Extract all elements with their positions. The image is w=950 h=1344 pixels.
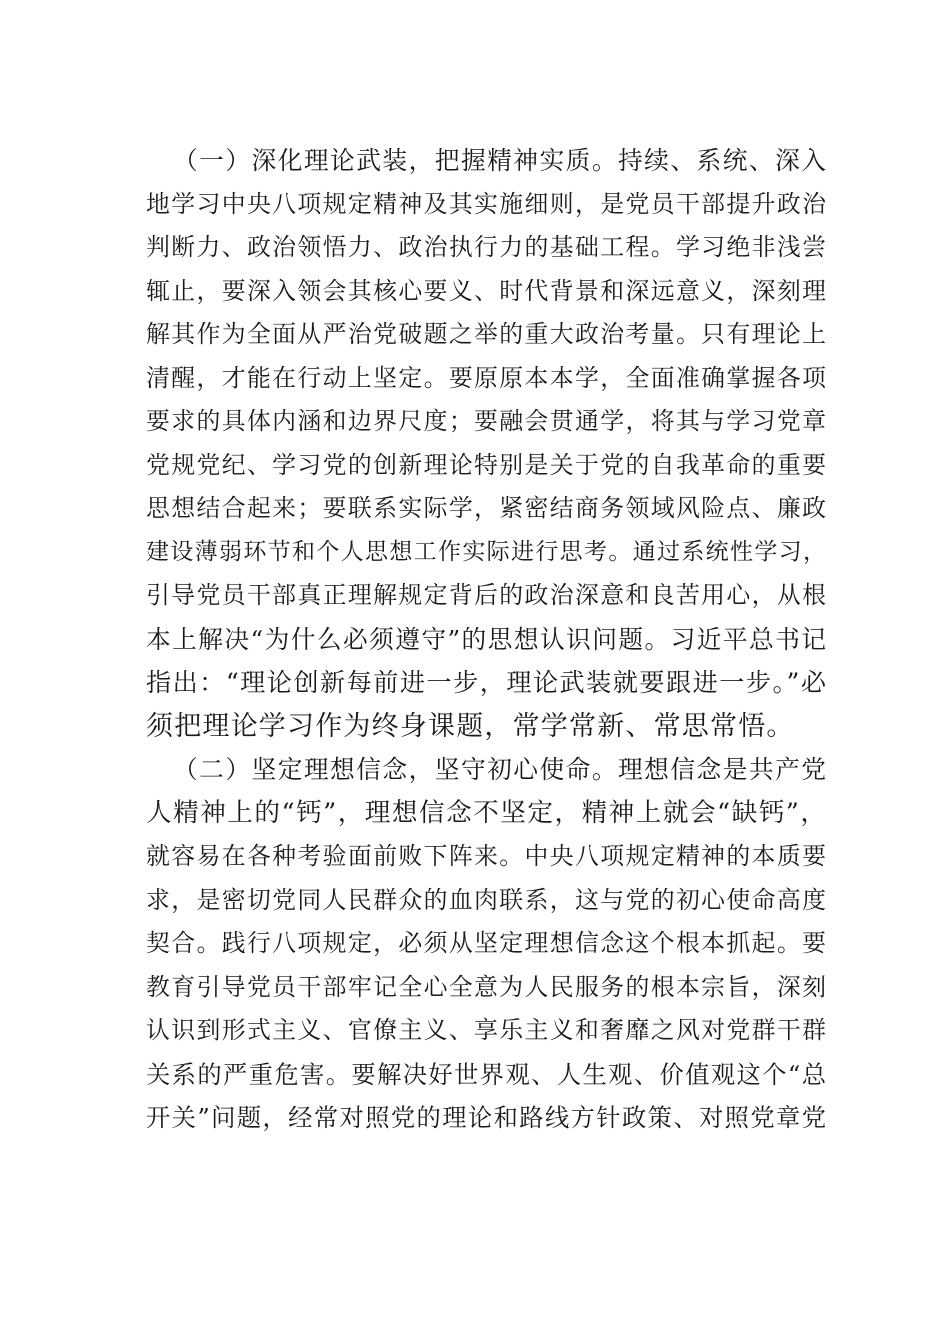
paragraph-line: 辄止，要深入领会其核心要义、时代背景和深远意义，深刻理	[146, 276, 826, 305]
paragraph-line: 开关”问题，经常对照党的理论和路线方针政策、对照党章党	[146, 1103, 826, 1132]
paragraph-line: 教育引导党员干部牢记全心全意为人民服务的根本宗旨，深刻	[146, 972, 826, 1001]
paragraph-line: 思想结合起来；要联系实际学，紧密结商务领域风险点、廉政	[146, 494, 826, 522]
paragraph-line: 求，是密切党同人民群众的血肉联系，这与党的初心使命高度	[146, 885, 826, 914]
body-text	[146, 139, 826, 1140]
paragraph-line: （二）坚定理想信念，坚守初心使命。理想信念是共产党	[173, 755, 826, 784]
paragraph-line: 人精神上的“钙”，理想信念不坚定，精神上就会“缺钙”，	[146, 797, 826, 828]
paragraph-line: 契合。践行八项规定，必须从坚定理想信念这个根本抓起。要	[146, 929, 826, 957]
paragraph-line: 地学习中央八项规定精神及其实施细则，是党员干部提升政治	[146, 189, 826, 218]
paragraph-line: 建设薄弱环节和个人思想工作实际进行思考。通过系统性学习，	[146, 538, 826, 565]
paragraph-line: 清醒，才能在行动上坚定。要原原本本学，全面准确掌握各项	[146, 363, 826, 392]
paragraph-line: 须把理论学习作为终身课题，常学常新、常思常悟。	[146, 710, 795, 742]
paragraph-line: 认识到形式主义、官僚主义、享乐主义和奢靡之风对党群干群	[146, 1016, 826, 1044]
paragraph-line: 关系的严重危害。要解决好世界观、人生观、价值观这个“总	[146, 1059, 826, 1089]
paragraph-line: 引导党员干部真正理解规定背后的政治深意和良苦用心，从根	[146, 581, 826, 609]
paragraph-line: 就容易在各种考验面前败下阵来。中央八项规定精神的本质要	[146, 842, 826, 870]
paragraph-line: 解其作为全面从严治党破题之举的重大政治考量。只有理论上	[146, 320, 826, 348]
paragraph-line: 判断力、政治领悟力、政治执行力的基础工程。学习绝非浅尝	[146, 233, 826, 261]
paragraph-1	[146, 139, 826, 748]
paragraph-line: 要求的具体内涵和边界尺度；要融会贯通学，将其与学习党章	[146, 407, 826, 435]
paragraph-2	[146, 748, 826, 1140]
paragraph-line: 本上解决“为什么必须遵守”的思想认识问题。习近平总书记	[146, 624, 826, 654]
paragraph-line: （一）深化理论武装，把握精神实质。持续、系统、深入	[173, 146, 826, 175]
paragraph-line: 党规党纪、学习党的创新理论特别是关于党的自我革命的重要	[146, 450, 826, 479]
paragraph-line: 指出：“理论创新每前进一步，理论武装就要跟进一步。”必	[146, 668, 826, 697]
